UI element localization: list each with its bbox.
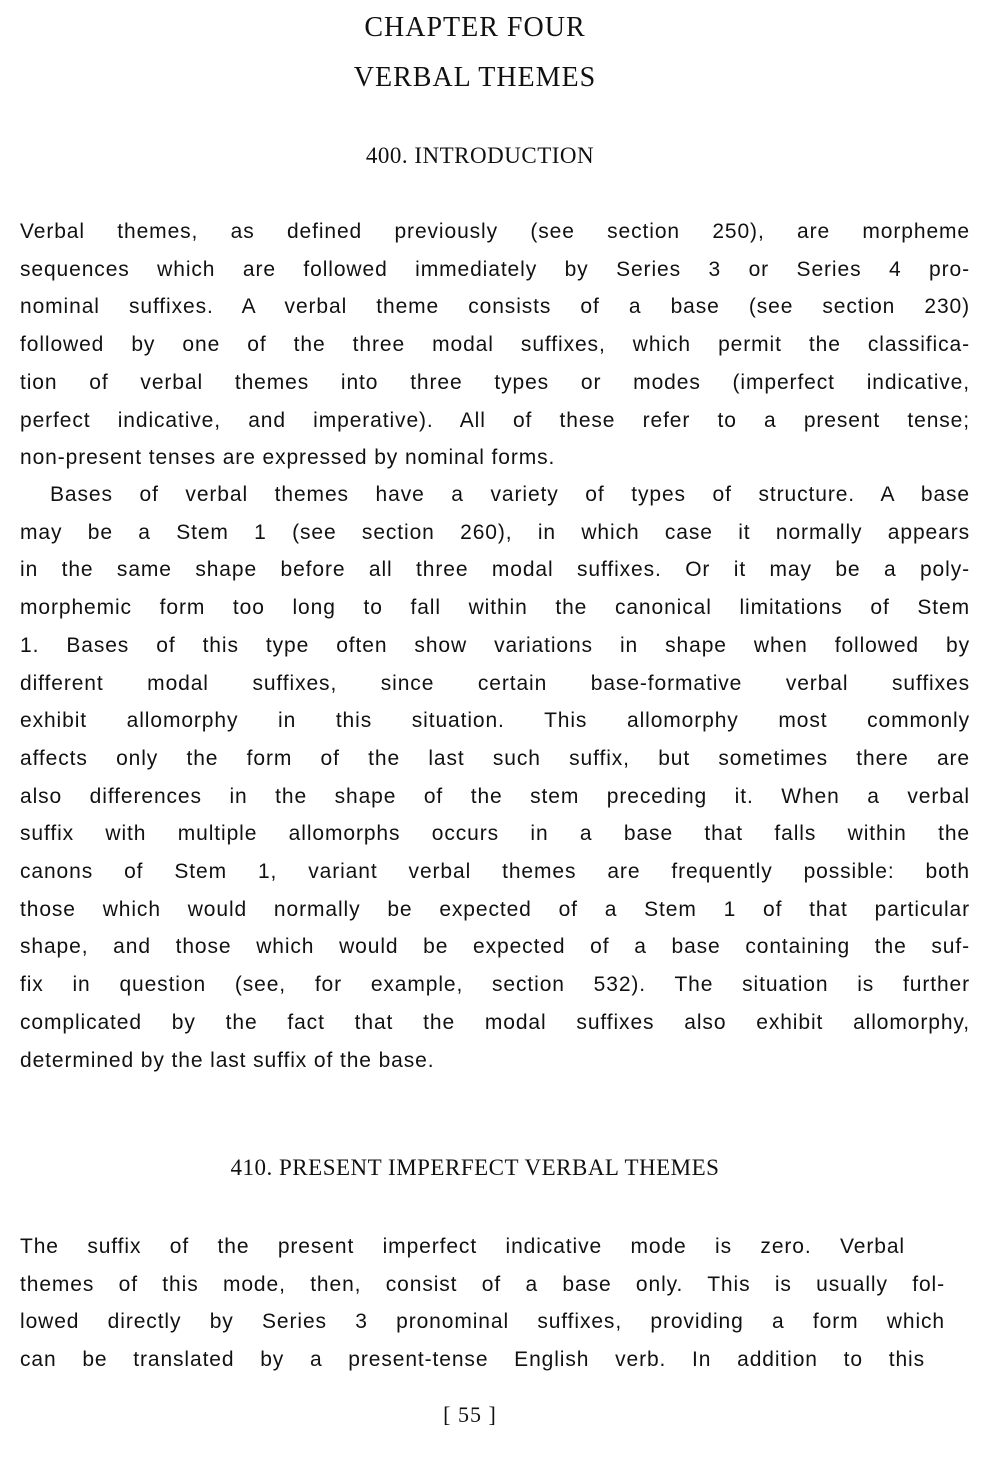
text-line: those which would normally be expected of a Stem 1 of that particular [20,897,970,921]
text-line: shape, and those which would be expected of a base containing the suf- [20,935,970,959]
text-line: The suffix of the present imperfect indicative mode is zero. Verbal [20,1235,905,1258]
chapter-label: CHAPTER FOUR [364,12,586,43]
section-heading-present-imperfect: 410. PRESENT IMPERFECT VERBAL THEMES [230,1155,720,1180]
text-line: followed by one of the three modal suffixes, which permit the classifica- [20,333,970,357]
text-line: exhibit allomorphy in this situation. This allomorphy most commonly [20,709,970,733]
text-line: in the same shape before all three modal suffixes. Or it may be a poly- [20,558,970,582]
text-line: different modal suffixes, since certain base-formative verbal suffixes [20,671,970,695]
paragraph-introduction-1 [20,213,970,477]
text-line: suffix with multiple allomorphs occurs in a base that falls within the [20,822,970,846]
paragraph-introduction-2 [20,476,970,1079]
text-line: can be translated by a present-tense English verb. In addition to this [20,1348,925,1372]
text-line: affects only the form of the last such suffix, but sometimes there are [20,746,970,770]
text-line: non-present tenses are expressed by nominal forms. [20,446,556,470]
text-line: canons of Stem 1, variant verbal themes are frequently possible: both [20,860,970,884]
text-line: nominal suffixes. A verbal theme consists of a base (see section 230) [20,295,970,319]
text-line: may be a Stem 1 (see section 260), in which case it normally appears [20,520,970,544]
chapter-title: VERBAL THEMES [353,62,597,93]
text-line: fix in question (see, for example, section 532). The situation is further [20,973,970,997]
text-line: perfect indicative, and imperative). All of these refer to a present tense; [20,408,970,432]
text-line: Verbal themes, as defined previously (see section 250), are morpheme [20,220,970,243]
text-line: sequences which are followed immediately by Series 3 or Series 4 pro- [20,257,970,281]
text-line: themes of this mode, then, consist of a base only. This is usually fol- [20,1272,945,1296]
text-line: Bases of verbal themes have a variety of types of structure. A base [50,483,970,506]
text-line: tion of verbal themes into three types or modes (imperfect indicative, [20,370,970,394]
text-line: lowed directly by Series 3 pronominal suffixes, providing a form which [20,1310,945,1334]
page-number: [ 55 ] [443,1402,497,1427]
section-heading-introduction: 400. INTRODUCTION [365,143,595,168]
text-line: 1. Bases of this type often show variations in shape when followed by [20,633,970,657]
text-line: also differences in the shape of the stem preceding it. When a verbal [20,784,970,808]
text-line: morphemic form too long to fall within the canonical limitations of Stem [20,596,970,620]
text-line: complicated by the fact that the modal suffixes also exhibit allomorphy, [20,1010,970,1034]
paragraph-present-imperfect-1 [20,1228,970,1379]
text-line: determined by the last suffix of the base. [20,1048,435,1072]
